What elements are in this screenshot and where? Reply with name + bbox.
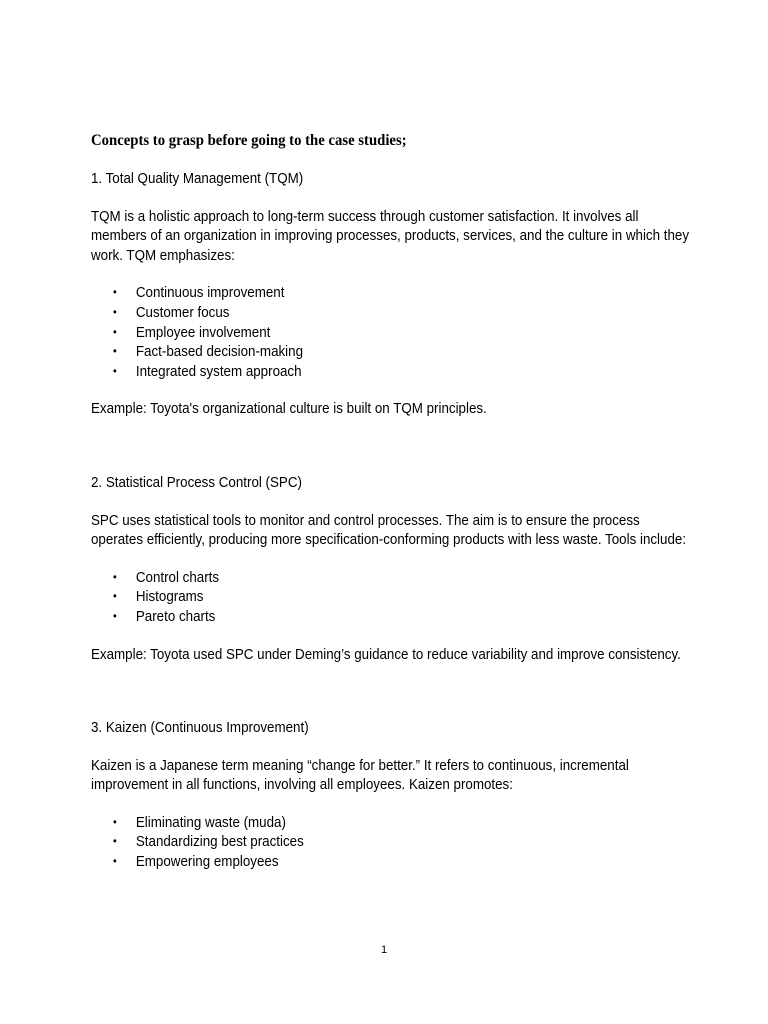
list-item — [91, 832, 691, 852]
list-item — [91, 323, 691, 343]
bullet-icon: • — [113, 834, 117, 849]
bullet-icon: • — [113, 608, 117, 623]
section-intro-spc: SPC uses statistical tools to monitor and control processes. The aim is to ensure the process operates efficiently, producing more specification-conforming products with less waste. Tools include: — [91, 511, 687, 549]
document-heading: Concepts to grasp before going to the case studies; — [91, 132, 407, 149]
list-item-text: Pareto charts — [135, 607, 216, 625]
section-spacer — [91, 437, 691, 473]
list-item-text: Empowering employees — [135, 853, 279, 871]
list-item-text: Histograms — [135, 588, 204, 606]
bullet-icon: • — [113, 285, 117, 300]
section-title-spc: 2. Statistical Process Control (SPC) — [91, 473, 302, 491]
list-item — [91, 587, 691, 607]
bullet-icon: • — [113, 569, 117, 584]
list-item-text: Employee involvement — [135, 323, 271, 341]
list-item-text: Customer focus — [135, 303, 230, 321]
list-item-text: Eliminating waste (muda) — [135, 813, 286, 831]
document-body — [91, 131, 691, 890]
section-title-kaizen: 3. Kaizen (Continuous Improvement) — [91, 719, 309, 737]
list-item — [91, 283, 691, 303]
bullet-icon: • — [113, 324, 117, 339]
bullet-list-kaizen — [91, 813, 691, 872]
section-spacer — [91, 682, 691, 718]
bullet-icon: • — [113, 589, 117, 604]
bullet-icon: • — [113, 854, 117, 869]
bullet-list-tqm — [91, 283, 691, 381]
list-item — [91, 813, 691, 833]
list-item — [91, 568, 691, 588]
section-intro-kaizen: Kaizen is a Japanese term meaning “change for better.” It refers to continuous, incremental improvement in all functions, involving all employees. Kaizen promotes: — [91, 756, 629, 794]
bullet-icon: • — [113, 363, 117, 378]
list-item — [91, 342, 691, 362]
list-item-text: Fact-based decision-making — [135, 343, 304, 361]
list-item-text: Continuous improvement — [135, 284, 285, 302]
section-intro-tqm: TQM is a holistic approach to long-term success through customer satisfaction. It involves all members of an organization in improving processes, products, services, and the culture in which they work. TQM emphasizes: — [91, 207, 690, 264]
list-item — [91, 303, 691, 323]
section-title-tqm: 1. Total Quality Management (TQM) — [91, 170, 304, 187]
section-example-spc: Example: Toyota used SPC under Deming’s guidance to reduce variability and improve consistency. — [91, 645, 681, 663]
list-item-text: Integrated system approach — [135, 362, 302, 380]
list-item-text: Control charts — [135, 568, 220, 586]
list-item — [91, 852, 691, 872]
bullet-list-spc — [91, 568, 691, 627]
bullet-icon: • — [113, 304, 117, 319]
list-item — [91, 607, 691, 627]
list-item — [91, 362, 691, 382]
bullet-icon: • — [113, 344, 117, 359]
list-item-text: Standardizing best practices — [135, 833, 304, 851]
section-example-tqm: Example: Toyota's organizational culture is built on TQM principles. — [91, 400, 487, 418]
page-number: 1 — [380, 944, 388, 956]
bullet-icon: • — [113, 814, 117, 829]
